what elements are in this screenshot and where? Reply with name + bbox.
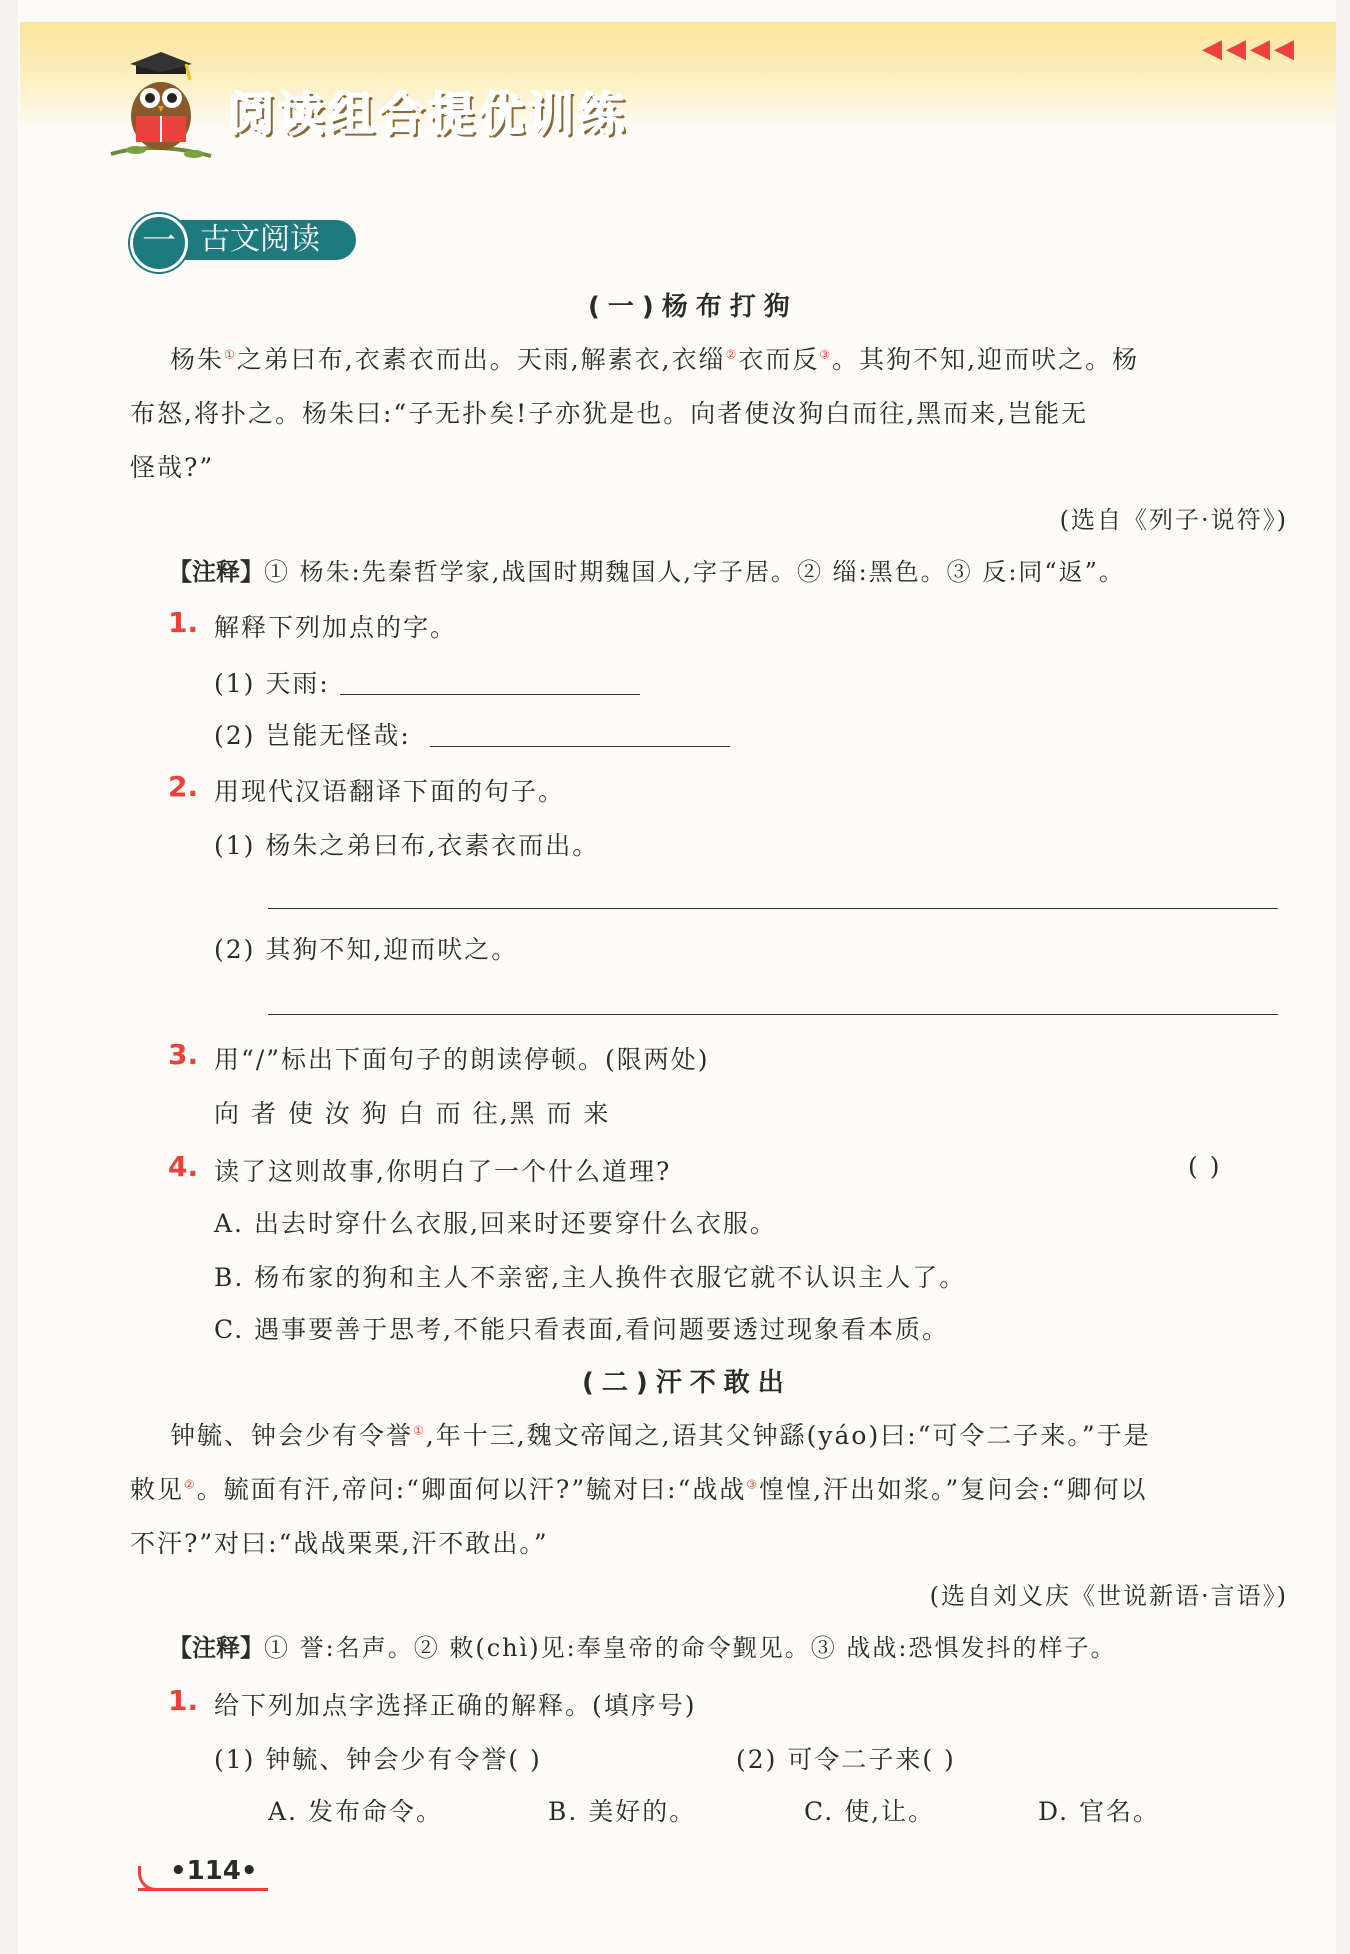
question-sentence: 向 者 使 汝 狗 白 而 往,黑 而 来	[214, 1099, 611, 1128]
footnote-mark: ②	[184, 1477, 197, 1492]
question-number: 1.	[168, 606, 199, 639]
question-number: 1.	[168, 1684, 199, 1717]
passage1-line2: 布怒,将扑之。杨朱曰:“子无扑矣!子亦犹是也。向者使汝狗白而往,黑而来,岂能无	[130, 399, 1089, 428]
answer-blank[interactable]	[430, 746, 730, 747]
question-item: (2) 其狗不知,迎而吠之。	[214, 935, 519, 964]
note-label: 【注释】	[168, 558, 264, 586]
passage2-notes	[168, 1628, 1116, 1663]
answer-blank[interactable]	[268, 908, 1278, 909]
section-title: 古文阅读	[170, 220, 356, 260]
option-c: C. 使,让。	[804, 1797, 936, 1826]
text-span: 。其狗不知,迎而吠之。杨	[832, 345, 1140, 374]
page-number: •114•	[170, 1856, 258, 1886]
question-item: (1) 天雨:	[214, 669, 330, 698]
text-span: 衣而反	[738, 345, 820, 374]
owl-mascot-icon	[106, 46, 216, 166]
text-span: 钟毓、钟会少有令誉	[170, 1421, 414, 1450]
question-number: 2.	[168, 770, 199, 803]
footnote-mark: ②	[725, 347, 739, 362]
question-text: 解释下列加点的字。	[214, 613, 458, 642]
question-number: 4.	[168, 1150, 199, 1183]
text-span: 杨朱	[170, 345, 225, 374]
answer-paren[interactable]: ( )	[1188, 1152, 1222, 1181]
question-item: (2) 可令二子来( )	[736, 1745, 956, 1774]
passage2-line3: 不汗?”对曰:“战战栗栗,汗不敢出。”	[130, 1529, 549, 1558]
page-number-underline	[138, 1888, 268, 1891]
passage1-notes	[168, 552, 1125, 587]
option-a: A. 出去时穿什么衣服,回来时还要穿什么衣服。	[214, 1209, 777, 1238]
option-b: B. 美好的。	[548, 1797, 697, 1826]
option-c: C. 遇事要善于思考,不能只看表面,看问题要透过现象看本质。	[214, 1315, 950, 1344]
question-text: 读了这则故事,你明白了一个什么道理?	[214, 1157, 672, 1186]
question-number: 3.	[168, 1038, 199, 1071]
question-text: 用“/”标出下面句子的朗读停顿。(限两处)	[214, 1045, 710, 1074]
text-span: 之弟曰布,衣素衣而出。天雨,解素衣,衣缁	[236, 345, 726, 374]
passage1-line1	[170, 340, 1139, 376]
passage1-line3: 怪哉?”	[130, 453, 215, 482]
question-item: (1) 杨朱之弟曰布,衣素衣而出。	[214, 831, 600, 860]
section-tag	[130, 214, 356, 266]
option-d: D. 官名。	[1038, 1797, 1161, 1826]
question-item: (1) 钟毓、钟会少有令誉( )	[214, 1745, 542, 1774]
option-b: B. 杨布家的狗和主人不亲密,主人换件衣服它就不认识主人了。	[214, 1263, 967, 1292]
footnote-mark: ①	[224, 347, 237, 362]
header-banner	[20, 22, 1336, 132]
footnote-mark: ①	[413, 1423, 426, 1438]
question-item: (2) 岂能无怪哉:	[214, 721, 411, 750]
footnote-mark: ③	[819, 347, 833, 362]
note-text: ① 杨朱:先秦哲学家,战国时期魏国人,字子居。② 缁:黑色。③ 反:同“返”。	[264, 558, 1125, 586]
note-text: ① 誉:名声。② 敕(chì)见:奉皇帝的命令觐见。③ 战战:恐惧发抖的样子。	[264, 1634, 1117, 1662]
passage2-source: (选自刘义庆《世说新语·言语》)	[929, 1582, 1288, 1610]
question-text: 给下列加点字选择正确的解释。(填序号)	[214, 1691, 697, 1720]
passage2-line1	[170, 1416, 1151, 1452]
section-number: 一	[130, 214, 188, 272]
passage1-heading: (一)杨布打狗	[588, 292, 798, 322]
text-span: 。毓面有汗,帝问:“卿面何以汗?”毓对曰:“战战	[196, 1475, 747, 1504]
footnote-mark: ③	[746, 1477, 760, 1492]
passage1-source: (选自《列子·说符》)	[1059, 506, 1288, 534]
text-span: 敕见	[130, 1475, 185, 1504]
text-span: 惶惶,汗出如浆。”复问会:“卿何以	[759, 1475, 1148, 1504]
arrows-decoration-icon: ◀◀◀◀	[1202, 34, 1298, 64]
passage2-heading: (二)汗不敢出	[582, 1368, 792, 1398]
banner-title: 阅读组合提优训练	[228, 87, 628, 141]
page	[18, 0, 1336, 1954]
answer-blank[interactable]	[340, 694, 640, 695]
note-label: 【注释】	[168, 1634, 264, 1662]
text-span: ,年十三,魏文帝闻之,语其父钟繇(yáo)曰:“可令二子来。”于是	[425, 1421, 1151, 1450]
question-text: 用现代汉语翻译下面的句子。	[214, 777, 566, 806]
option-a: A. 发布命令。	[268, 1797, 443, 1826]
answer-blank[interactable]	[268, 1014, 1278, 1015]
passage2-line2	[130, 1470, 1148, 1506]
